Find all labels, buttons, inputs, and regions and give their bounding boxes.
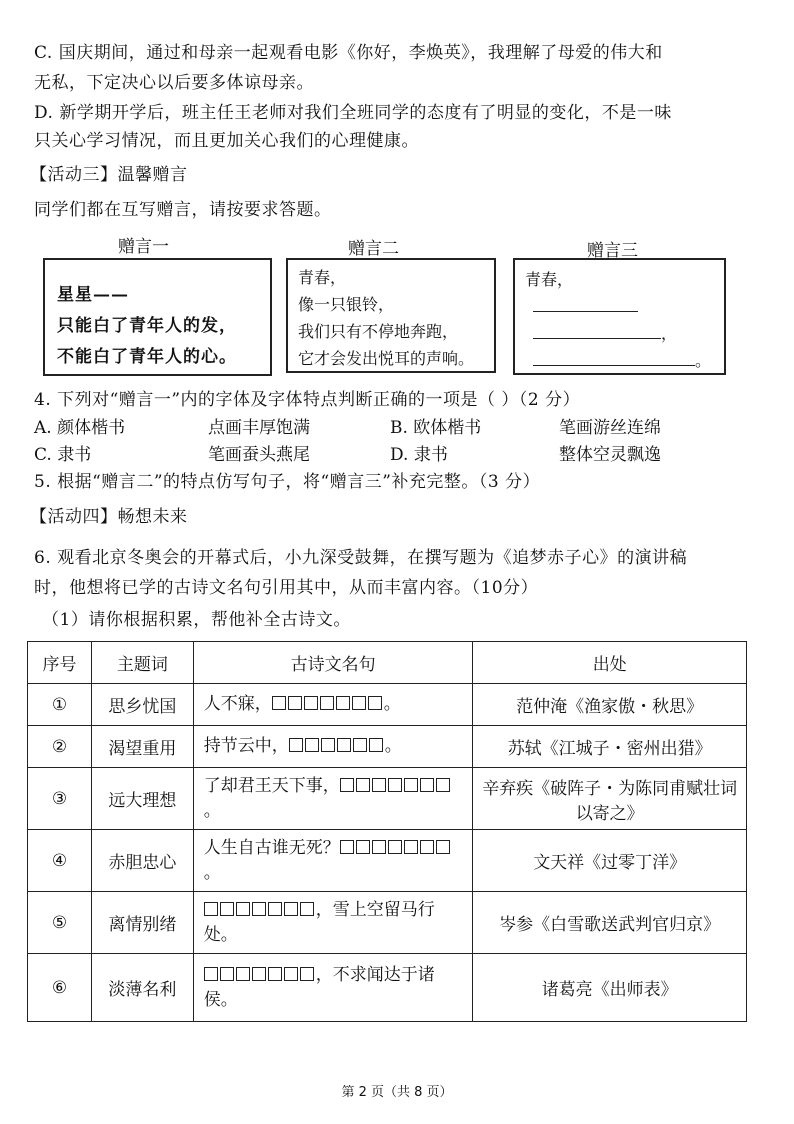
option-c-line1: C. 国庆期间，通过和母亲一起观看电影《你好，李焕英》，我理解了母爱的伟大和 (34, 43, 663, 63)
answer-box[interactable] (420, 778, 434, 792)
answer-box[interactable] (420, 840, 434, 854)
q4-option-a: A. 颜体楷书 (34, 418, 126, 438)
answer-box[interactable] (436, 778, 450, 792)
row-number: ⑤ (28, 892, 92, 954)
answer-box[interactable] (340, 840, 354, 854)
row-number: ④ (28, 830, 92, 892)
answer-box[interactable] (304, 696, 318, 710)
q4-option-b: B. 欧体楷书 (390, 418, 482, 438)
question-six-sub1: （1）请你根据积累，帮他补全古诗文。 (42, 610, 351, 630)
answer-box[interactable] (337, 738, 351, 752)
row-theme: 远大理想 (91, 768, 193, 830)
table-row (28, 726, 747, 768)
answer-box[interactable] (352, 696, 366, 710)
quote-middle: 。 (383, 694, 401, 714)
option-d-line1: D. 新学期开学后，班主任王老师对我们全班同学的态度有了明显的变化，不是一味 (34, 103, 672, 123)
answer-box[interactable] (300, 902, 314, 916)
quote-middle: ，雪上空留马行处。 (203, 899, 435, 945)
answer-box[interactable] (268, 967, 282, 981)
table-row (28, 684, 747, 726)
table-row (28, 830, 747, 892)
answer-box[interactable] (252, 902, 266, 916)
answer-box[interactable] (220, 967, 234, 981)
row-quote (193, 726, 473, 768)
answer-box[interactable] (284, 967, 298, 981)
quote-middle: ，不求闻达于诸侯。 (203, 964, 435, 1010)
row-quote (193, 684, 473, 726)
q4-option-d-feature: 整体空灵飘逸 (559, 445, 661, 465)
row-theme: 赤胆忠心 (91, 830, 193, 892)
quote-prefix: 人不寐， (203, 694, 272, 714)
gift-one-line: 不能白了青年人的心。 (57, 347, 237, 367)
quote-suffix: 。 (203, 800, 221, 821)
row-source: 诸葛亮《出师表》 (473, 954, 747, 1022)
poem-table (27, 641, 747, 1022)
row-source: 岑参《白雪歌送武判官归京》 (473, 892, 747, 954)
question-six-line2: 时，他想将已学的古诗文名句引用其中，从而丰富内容。（10分） (34, 578, 539, 598)
gift-one-line: 星星—— (57, 285, 129, 305)
answer-box[interactable] (436, 840, 450, 854)
gift-three-period: 。 (695, 351, 712, 370)
row-source: 范仲淹《渔家傲・秋思》 (473, 684, 747, 726)
answer-box[interactable] (236, 902, 250, 916)
gift-one-heading: 赠言一 (118, 237, 169, 257)
answer-box[interactable] (372, 778, 386, 792)
header-theme: 主题词 (91, 642, 193, 684)
answer-box[interactable] (284, 902, 298, 916)
quote-prefix: 人生自古谁无死？ (203, 837, 340, 858)
question-six-line1: 6. 观看北京冬奥会的开幕式后，小九深受鼓舞，在撰写题为《追梦赤子心》的演讲稿 (34, 548, 688, 568)
row-theme: 渴望重用 (91, 726, 193, 768)
answer-box[interactable] (236, 967, 250, 981)
answer-box[interactable] (252, 967, 266, 981)
question-five: 5. 根据“赠言二”的特点仿写句子，将“赠言三”补充完整。（3 分） (34, 472, 541, 492)
row-theme: 离情别绪 (91, 892, 193, 954)
row-source: 苏轼《江城子・密州出猎》 (473, 726, 747, 768)
question-four-stem: 4. 下列对“赠言一”内的字体及字体特点判断正确的一项是（ ）（2 分） (34, 390, 581, 410)
row-quote (193, 830, 473, 892)
gift-two-heading: 赠言二 (348, 239, 399, 259)
row-quote (193, 892, 473, 954)
row-theme: 淡薄名利 (91, 954, 193, 1022)
gift-one-line: 只能白了青年人的发， (57, 316, 237, 336)
q4-option-c-feature: 笔画蚕头燕尾 (208, 445, 310, 465)
quote-prefix: 持节云中， (203, 736, 289, 756)
row-source: 文天祥《过零丁洋》 (473, 830, 747, 892)
activity-three-intro: 同学们都在互写赠言，请按要求答题。 (34, 200, 332, 220)
gift-two-line: 它才会发出悦耳的声响。 (298, 349, 475, 368)
gift-two-line: 我们只有不停地奔跑， (298, 322, 459, 341)
gift-two-line: 像一只银铃， (298, 295, 395, 314)
answer-box[interactable] (404, 840, 418, 854)
activity-four-heading: 【活动四】畅想未来 (30, 507, 188, 527)
quote-prefix: 了却君王天下事， (203, 775, 340, 796)
quote-suffix: 。 (203, 862, 221, 883)
table-row (28, 892, 747, 954)
answer-box[interactable] (368, 696, 382, 710)
table-header-row (28, 642, 747, 684)
gift-three-heading: 赠言三 (587, 241, 638, 261)
gift-two-box (286, 258, 496, 373)
q4-option-d: D. 隶书 (390, 445, 448, 465)
gift-three-blank[interactable] (533, 324, 661, 339)
row-number: ② (28, 726, 92, 768)
answer-box[interactable] (356, 778, 370, 792)
answer-box[interactable] (340, 778, 354, 792)
table-row (28, 768, 747, 830)
header-quote: 古诗文名句 (193, 642, 473, 684)
answer-box[interactable] (300, 967, 314, 981)
answer-box[interactable] (336, 696, 350, 710)
quote-middle: 。 (384, 736, 402, 756)
option-d-line2: 只关心学习情况，而且更加关心我们的心理健康。 (34, 131, 419, 151)
q4-option-c: C. 隶书 (34, 445, 92, 465)
header-source: 出处 (473, 642, 747, 684)
answer-box[interactable] (321, 738, 335, 752)
row-source: 辛弃疾《破阵子・为陈同甫赋壮词以寄之》 (473, 768, 747, 830)
answer-box[interactable] (372, 840, 386, 854)
gift-three-blank[interactable] (533, 351, 695, 366)
answer-box[interactable] (404, 778, 418, 792)
answer-box[interactable] (289, 738, 303, 752)
row-number: ① (28, 684, 92, 726)
q4-option-a-feature: 点画丰厚饱满 (208, 418, 310, 438)
gift-three-blank[interactable] (533, 297, 638, 312)
answer-box[interactable] (220, 902, 234, 916)
answer-box[interactable] (388, 840, 402, 854)
row-quote (193, 954, 473, 1022)
row-number: ⑥ (28, 954, 92, 1022)
header-number: 序号 (28, 642, 92, 684)
row-quote (193, 768, 473, 830)
gift-two-line: 青春， (298, 268, 347, 287)
answer-box[interactable] (268, 902, 282, 916)
gift-three-start: 青春， (525, 270, 574, 289)
row-theme: 思乡忧国 (91, 684, 193, 726)
answer-box[interactable] (320, 696, 334, 710)
activity-three-heading: 【活动三】温馨赠言 (30, 165, 188, 185)
answer-box[interactable] (204, 967, 218, 981)
answer-box[interactable] (305, 738, 319, 752)
answer-box[interactable] (369, 738, 383, 752)
gift-one-box (43, 258, 272, 376)
gift-three-box (513, 258, 726, 375)
answer-box[interactable] (356, 840, 370, 854)
option-c-line2: 无私，下定决心以后要多体谅母亲。 (34, 73, 314, 93)
answer-box[interactable] (388, 778, 402, 792)
answer-box[interactable] (204, 902, 218, 916)
q4-option-b-feature: 笔画游丝连绵 (559, 418, 661, 438)
gift-three-comma: ， (661, 324, 678, 343)
answer-box[interactable] (272, 696, 286, 710)
answer-box[interactable] (353, 738, 367, 752)
page-footer: 第 2 页（共 8 页） (341, 1085, 453, 1100)
row-number: ③ (28, 768, 92, 830)
answer-box[interactable] (288, 696, 302, 710)
table-row (28, 954, 747, 1022)
